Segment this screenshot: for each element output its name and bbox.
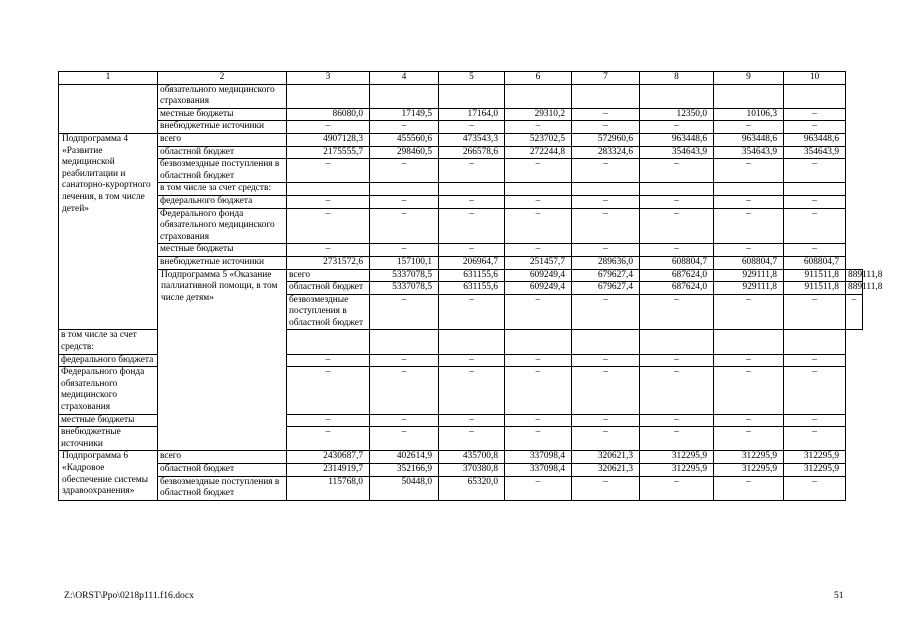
value-cell: 609249,4 bbox=[505, 282, 572, 295]
value-cell: 352166,9 bbox=[370, 464, 439, 477]
value-cell: 679627,4 bbox=[572, 282, 640, 295]
value-cell bbox=[505, 84, 572, 108]
value-cell: – bbox=[640, 367, 714, 414]
value-cell: 4907128,3 bbox=[287, 133, 370, 146]
value-cell: – bbox=[714, 159, 784, 183]
value-cell: 631155,6 bbox=[439, 269, 505, 282]
value-cell: – bbox=[640, 244, 714, 257]
value-cell: – bbox=[505, 294, 572, 330]
value-cell: 473543,3 bbox=[439, 133, 505, 146]
table-row bbox=[59, 256, 863, 269]
value-cell: – bbox=[784, 414, 846, 427]
value-cell: – bbox=[505, 208, 572, 244]
value-cell: 455560,6 bbox=[370, 133, 439, 146]
value-cell: – bbox=[505, 476, 572, 500]
value-cell: – bbox=[640, 414, 714, 427]
value-cell bbox=[439, 84, 505, 108]
value-cell: – bbox=[370, 121, 439, 134]
value-cell: 679627,4 bbox=[572, 269, 640, 282]
value-cell: – bbox=[505, 427, 572, 451]
value-cell bbox=[714, 330, 784, 354]
value-cell: – bbox=[572, 108, 640, 121]
value-cell: – bbox=[640, 476, 714, 500]
value-cell: – bbox=[287, 367, 370, 414]
value-cell: – bbox=[439, 195, 505, 208]
value-cell: – bbox=[714, 208, 784, 244]
value-cell: 65320,0 bbox=[439, 476, 505, 500]
value-cell: 312295,9 bbox=[784, 464, 846, 477]
value-cell bbox=[714, 84, 784, 108]
value-cell: 2430687,7 bbox=[287, 451, 370, 464]
value-cell bbox=[370, 330, 439, 354]
value-cell: 889111,8 bbox=[846, 282, 863, 295]
value-cell: 963448,6 bbox=[640, 133, 714, 146]
value-cell: – bbox=[370, 294, 439, 330]
table-row bbox=[59, 195, 863, 208]
value-cell: – bbox=[370, 208, 439, 244]
value-cell: – bbox=[370, 414, 439, 427]
value-cell: – bbox=[784, 294, 846, 330]
value-cell: – bbox=[439, 414, 505, 427]
table-row bbox=[59, 269, 863, 282]
value-cell: 10106,3 bbox=[714, 108, 784, 121]
value-cell: 572960,6 bbox=[572, 133, 640, 146]
source-label: всего bbox=[158, 451, 287, 464]
value-cell: – bbox=[439, 354, 505, 367]
source-label: областной бюджет bbox=[158, 146, 287, 159]
value-cell bbox=[370, 183, 439, 196]
source-label: местные бюджеты bbox=[158, 244, 287, 257]
value-cell: 929111,8 bbox=[714, 269, 784, 282]
value-cell: – bbox=[505, 414, 572, 427]
value-cell: 12350,0 bbox=[640, 108, 714, 121]
value-cell: 370380,8 bbox=[439, 464, 505, 477]
value-cell: 115768,0 bbox=[287, 476, 370, 500]
table-row bbox=[59, 121, 863, 134]
value-cell: – bbox=[784, 108, 846, 121]
page-number: 51 bbox=[834, 590, 844, 601]
value-cell: 5337078,5 bbox=[370, 282, 439, 295]
value-cell: 911511,8 bbox=[784, 282, 846, 295]
table-row bbox=[59, 451, 863, 464]
value-cell: – bbox=[572, 244, 640, 257]
value-cell: – bbox=[370, 195, 439, 208]
source-label: обязательного медицинского страхования bbox=[158, 84, 287, 108]
value-cell: – bbox=[505, 244, 572, 257]
budget-table bbox=[58, 71, 883, 501]
value-cell: – bbox=[439, 121, 505, 134]
value-cell bbox=[287, 330, 370, 354]
value-cell bbox=[714, 183, 784, 196]
value-cell: – bbox=[287, 354, 370, 367]
value-cell: – bbox=[505, 195, 572, 208]
value-cell: – bbox=[287, 121, 370, 134]
source-label: безвозмездные поступления в областной бюджет bbox=[158, 476, 287, 500]
value-cell: – bbox=[287, 195, 370, 208]
value-cell: – bbox=[640, 159, 714, 183]
source-label: Федерального фонда обязательного медицинского страхования bbox=[158, 208, 287, 244]
source-label: областной бюджет bbox=[158, 464, 287, 477]
value-cell: 17164,0 bbox=[439, 108, 505, 121]
column-number: 2 bbox=[158, 72, 287, 85]
value-cell: – bbox=[572, 208, 640, 244]
value-cell: 50448,0 bbox=[370, 476, 439, 500]
table-row bbox=[59, 476, 863, 500]
value-cell: – bbox=[572, 121, 640, 134]
value-cell: – bbox=[714, 427, 784, 451]
value-cell: – bbox=[439, 208, 505, 244]
column-number: 7 bbox=[572, 72, 640, 85]
value-cell: – bbox=[370, 244, 439, 257]
value-cell: 2175555,7 bbox=[287, 146, 370, 159]
source-label: местные бюджеты bbox=[158, 108, 287, 121]
value-cell: – bbox=[505, 121, 572, 134]
value-cell bbox=[439, 330, 505, 354]
subprogram-name: Подпрограмма 5 «Оказание паллиативной помощи, в том числе детям» bbox=[158, 269, 287, 451]
value-cell: 320621,3 bbox=[572, 451, 640, 464]
value-cell: 251457,7 bbox=[505, 256, 572, 269]
source-label: местные бюджеты bbox=[59, 414, 158, 427]
value-cell: – bbox=[287, 159, 370, 183]
value-cell: 266578,6 bbox=[439, 146, 505, 159]
value-cell: – bbox=[784, 427, 846, 451]
value-cell: – bbox=[370, 159, 439, 183]
value-cell: – bbox=[572, 476, 640, 500]
column-number: 8 bbox=[640, 72, 714, 85]
value-cell: – bbox=[572, 367, 640, 414]
value-cell: – bbox=[287, 414, 370, 427]
table-row bbox=[59, 464, 863, 477]
value-cell bbox=[439, 183, 505, 196]
value-cell bbox=[572, 84, 640, 108]
value-cell: 963448,6 bbox=[714, 133, 784, 146]
value-cell: – bbox=[370, 367, 439, 414]
table-row bbox=[59, 244, 863, 257]
value-cell: – bbox=[572, 414, 640, 427]
value-cell: – bbox=[714, 367, 784, 414]
value-cell: – bbox=[640, 427, 714, 451]
value-cell: – bbox=[439, 244, 505, 257]
column-number: 5 bbox=[439, 72, 505, 85]
source-label: федерального бюджета bbox=[158, 195, 287, 208]
value-cell: – bbox=[640, 195, 714, 208]
value-cell: 2314919,7 bbox=[287, 464, 370, 477]
value-cell: – bbox=[784, 354, 846, 367]
value-cell: – bbox=[714, 195, 784, 208]
source-label: в том числе за счет средств: bbox=[59, 330, 158, 354]
table-row bbox=[59, 108, 863, 121]
source-label: безвозмездные поступления в областной бюджет bbox=[287, 294, 370, 330]
value-cell: – bbox=[572, 294, 640, 330]
value-cell: – bbox=[572, 354, 640, 367]
column-number: 10 bbox=[784, 72, 846, 85]
value-cell: 2731572,6 bbox=[287, 256, 370, 269]
value-cell: 86080,0 bbox=[287, 108, 370, 121]
value-cell: 402614,9 bbox=[370, 451, 439, 464]
value-cell: 609249,4 bbox=[505, 269, 572, 282]
value-cell: – bbox=[640, 294, 714, 330]
value-cell: – bbox=[714, 294, 784, 330]
subprogram-name: Подпрограмма 6 «Кадровое обеспечение системы здравоохранения» bbox=[59, 451, 158, 500]
value-cell: 337098,4 bbox=[505, 464, 572, 477]
value-cell: – bbox=[640, 121, 714, 134]
value-cell: 523702,5 bbox=[505, 133, 572, 146]
column-number: 9 bbox=[714, 72, 784, 85]
value-cell: – bbox=[714, 476, 784, 500]
value-cell: – bbox=[505, 159, 572, 183]
value-cell: 17149,5 bbox=[370, 108, 439, 121]
value-cell: 283324,6 bbox=[572, 146, 640, 159]
value-cell: 687624,0 bbox=[640, 282, 714, 295]
table-row bbox=[59, 146, 863, 159]
value-cell: – bbox=[640, 354, 714, 367]
value-cell: – bbox=[439, 294, 505, 330]
value-cell: – bbox=[572, 159, 640, 183]
value-cell: – bbox=[370, 427, 439, 451]
value-cell: 289636,0 bbox=[572, 256, 640, 269]
source-label: внебюджетные источники bbox=[59, 427, 158, 451]
value-cell: 206964,7 bbox=[439, 256, 505, 269]
value-cell: – bbox=[784, 121, 846, 134]
value-cell: – bbox=[370, 354, 439, 367]
source-label: всего bbox=[158, 133, 287, 146]
value-cell: 354643,9 bbox=[714, 146, 784, 159]
value-cell: 608804,7 bbox=[714, 256, 784, 269]
value-cell: – bbox=[439, 159, 505, 183]
source-label: Федерального фонда обязательного медицинского страхования bbox=[59, 367, 158, 414]
value-cell: 312295,9 bbox=[640, 464, 714, 477]
value-cell: – bbox=[784, 367, 846, 414]
value-cell bbox=[640, 84, 714, 108]
column-number: 4 bbox=[370, 72, 439, 85]
value-cell bbox=[505, 330, 572, 354]
value-cell: – bbox=[505, 367, 572, 414]
value-cell: 272244,8 bbox=[505, 146, 572, 159]
subprogram-cell-empty bbox=[59, 84, 158, 133]
value-cell: – bbox=[287, 208, 370, 244]
value-cell: – bbox=[287, 244, 370, 257]
value-cell: – bbox=[439, 367, 505, 414]
value-cell: 631155,6 bbox=[439, 282, 505, 295]
value-cell: 687624,0 bbox=[640, 269, 714, 282]
value-cell bbox=[640, 330, 714, 354]
value-cell bbox=[572, 330, 640, 354]
header-row bbox=[59, 72, 863, 85]
value-cell bbox=[287, 84, 370, 108]
value-cell: 312295,9 bbox=[714, 464, 784, 477]
value-cell: 312295,9 bbox=[714, 451, 784, 464]
value-cell: – bbox=[714, 244, 784, 257]
value-cell bbox=[572, 183, 640, 196]
value-cell: 157100,1 bbox=[370, 256, 439, 269]
value-cell: 889111,8 bbox=[846, 269, 863, 282]
column-number: 3 bbox=[287, 72, 370, 85]
value-cell: – bbox=[846, 294, 863, 330]
value-cell: 29310,2 bbox=[505, 108, 572, 121]
value-cell: 435700,8 bbox=[439, 451, 505, 464]
value-cell: 354643,9 bbox=[640, 146, 714, 159]
value-cell: 963448,6 bbox=[784, 133, 846, 146]
value-cell bbox=[505, 183, 572, 196]
value-cell: – bbox=[784, 476, 846, 500]
value-cell: – bbox=[714, 414, 784, 427]
value-cell: – bbox=[714, 354, 784, 367]
value-cell: 911511,8 bbox=[784, 269, 846, 282]
value-cell: 608804,7 bbox=[784, 256, 846, 269]
value-cell: 337098,4 bbox=[505, 451, 572, 464]
value-cell: – bbox=[572, 195, 640, 208]
value-cell: 929111,8 bbox=[714, 282, 784, 295]
value-cell: – bbox=[784, 244, 846, 257]
value-cell: – bbox=[784, 208, 846, 244]
value-cell: – bbox=[784, 159, 846, 183]
table-row bbox=[59, 208, 863, 244]
source-label: внебюджетные источники bbox=[158, 121, 287, 134]
value-cell: – bbox=[784, 195, 846, 208]
table-row bbox=[59, 133, 863, 146]
value-cell: 5337078,5 bbox=[370, 269, 439, 282]
source-label: безвозмездные поступления в областной бюджет bbox=[158, 159, 287, 183]
source-label: в том числе за счет средств: bbox=[158, 183, 287, 196]
value-cell: 312295,9 bbox=[784, 451, 846, 464]
subprogram-name: Подпрограмма 4 «Развитие медицинской реабилитации и санаторно-курортного лечения, в том числе детей» bbox=[59, 133, 158, 330]
value-cell bbox=[287, 183, 370, 196]
value-cell: – bbox=[439, 427, 505, 451]
value-cell: – bbox=[505, 354, 572, 367]
value-cell: 312295,9 bbox=[640, 451, 714, 464]
value-cell: 608804,7 bbox=[640, 256, 714, 269]
value-cell: – bbox=[572, 427, 640, 451]
footer-file-path: Z:\ORST\Ppo\0218p111.f16.docx bbox=[64, 590, 194, 601]
source-label: федерального бюджета bbox=[59, 354, 158, 367]
value-cell: – bbox=[287, 427, 370, 451]
value-cell bbox=[784, 183, 846, 196]
column-number: 1 bbox=[59, 72, 158, 85]
source-label: внебюджетные источники bbox=[158, 256, 287, 269]
source-label: областной бюджет bbox=[287, 282, 370, 295]
value-cell bbox=[784, 84, 846, 108]
value-cell bbox=[370, 84, 439, 108]
table-row bbox=[59, 159, 863, 183]
value-cell: – bbox=[714, 121, 784, 134]
value-cell: 320621,3 bbox=[572, 464, 640, 477]
value-cell bbox=[640, 183, 714, 196]
value-cell: – bbox=[640, 208, 714, 244]
value-cell: 298460,5 bbox=[370, 146, 439, 159]
table-row bbox=[59, 84, 863, 108]
source-label: всего bbox=[287, 269, 370, 282]
value-cell: 354643,9 bbox=[784, 146, 846, 159]
column-number: 6 bbox=[505, 72, 572, 85]
table-row bbox=[59, 183, 863, 196]
value-cell bbox=[784, 330, 846, 354]
